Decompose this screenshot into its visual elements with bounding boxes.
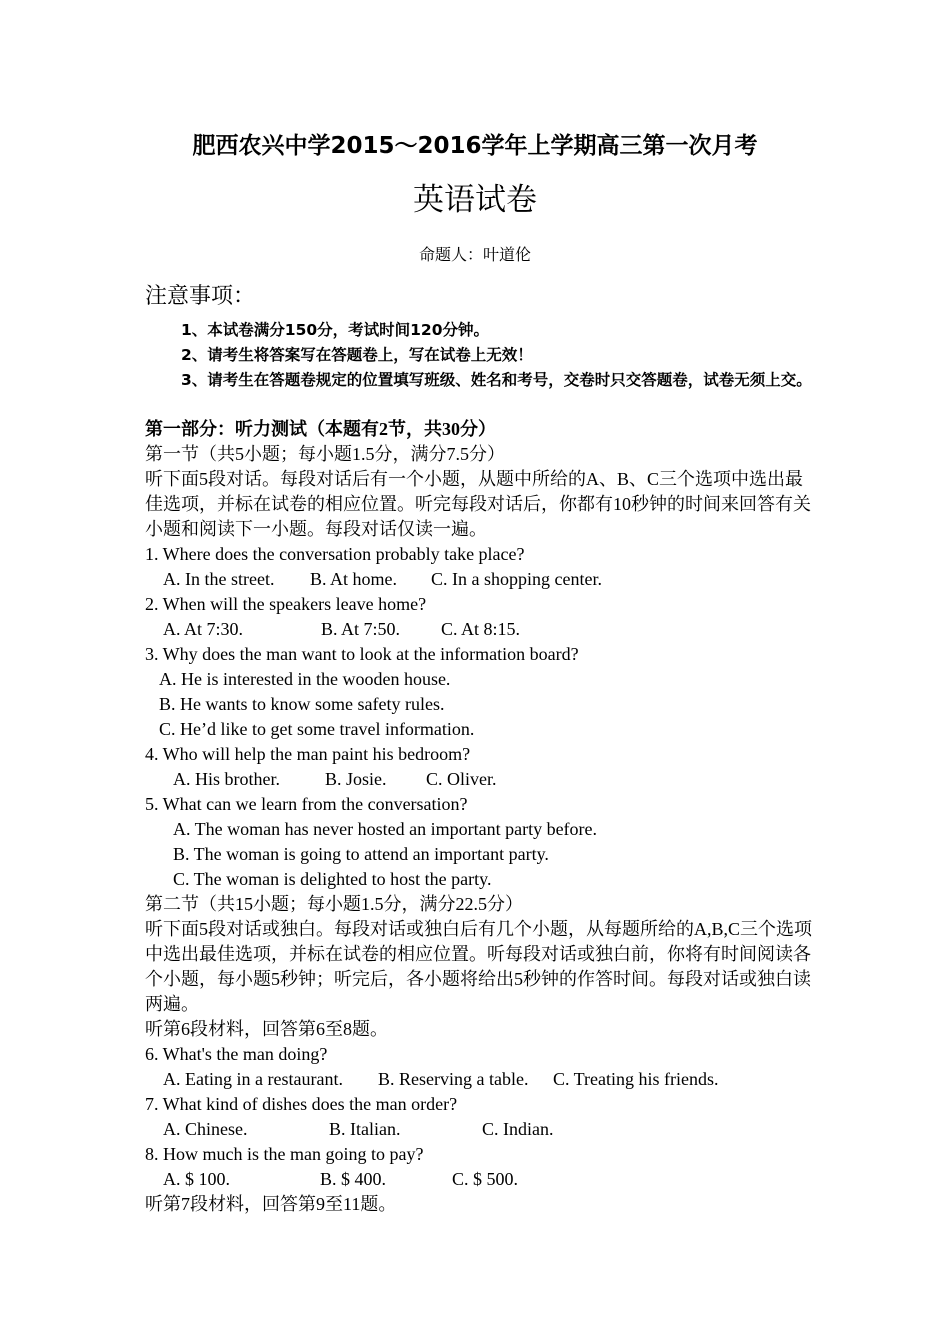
question-stem: 2. When will the speakers leave home? <box>145 594 427 614</box>
option-a: A. At 7:30. <box>163 619 244 639</box>
section2-instructions: 听下面5段对话或独白。每段对话或独白后有几个小题，从每题所给的A,B,C三个选项中选出最佳选项，并标在试卷的相应位置。听每段对话或独白前，你将有时间阅读各个小题，每小题5秒钟；听完后，各小题将给出5秒钟的作答时间。每段对话或独白读两遍。 <box>145 919 813 1014</box>
option-b: B. $ 400. <box>320 1169 387 1189</box>
section2-title: 第二节（共15小题；每小题1.5分，满分22.5分） <box>145 894 523 914</box>
question-stem: 6. What's the man doing? <box>145 1044 328 1064</box>
question-options <box>145 1117 815 1142</box>
option-b: B. He wants to know some safety rules. <box>159 694 445 714</box>
author-line: 命题人：叶道伦 <box>418 245 531 264</box>
question-stem: 8. How much is the man going to pay? <box>145 1144 424 1164</box>
option-b: B. The woman is going to attend an important party. <box>173 844 549 864</box>
option-a: A. The woman has never hosted an important party before. <box>173 819 598 839</box>
question-options <box>145 1067 815 1092</box>
question-stem: 1. Where does the conversation probably take place? <box>145 544 525 564</box>
notice-heading: 注意事项： <box>145 284 256 309</box>
option-c: C. Treating his friends. <box>553 1069 719 1089</box>
option-b: B. Reserving a table. <box>378 1069 529 1089</box>
notice-item: 2、请考生将答案写在答题卷上，写在试卷上无效！ <box>181 346 533 364</box>
option-b: B. Italian. <box>329 1119 401 1139</box>
option-c: C. He’d like to get some travel information. <box>159 719 475 739</box>
option-a: A. He is interested in the wooden house. <box>159 669 451 689</box>
option-a: A. His brother. <box>173 769 280 789</box>
option-c: C. Indian. <box>482 1119 554 1139</box>
section1-title: 第一节（共5小题；每小题1.5分，满分7.5分） <box>145 444 505 464</box>
notice-item: 3、请考生在答题卷规定的位置填写班级、姓名和考号，交卷时只交答题卷，试卷无须上交。 <box>181 371 812 389</box>
option-b: B. At home. <box>310 569 398 589</box>
listening-part <box>145 417 815 1217</box>
exam-subtitle: 英语试卷 <box>413 182 537 218</box>
option-c: C. At 8:15. <box>441 619 521 639</box>
part1-title: 第一部分：听力测试（本题有2节，共30分） <box>145 419 496 439</box>
option-a: A. Eating in a restaurant. <box>163 1069 343 1089</box>
option-b: B. At 7:50. <box>321 619 401 639</box>
question-stem: 3. Why does the man want to look at the information board? <box>145 644 579 664</box>
option-b: B. Josie. <box>325 769 387 789</box>
notice-item: 1、本试卷满分150分，考试时间120分钟。 <box>181 321 489 339</box>
question-options <box>145 767 815 792</box>
question-options <box>145 617 815 642</box>
option-a: A. Chinese. <box>163 1119 248 1139</box>
option-c: C. The woman is delighted to host the party. <box>173 869 492 889</box>
question-options <box>145 567 815 592</box>
question-stem: 5. What can we learn from the conversation? <box>145 794 468 814</box>
notice-list <box>145 318 815 393</box>
option-a: A. In the street. <box>163 569 275 589</box>
option-a: A. $ 100. <box>163 1169 230 1189</box>
option-c: C. Oliver. <box>426 769 497 789</box>
material-note: 听第6段材料，回答第6至8题。 <box>145 1019 388 1039</box>
exam-title: 肥西农兴中学2015～2016学年上学期高三第一次月考 <box>192 133 758 159</box>
section1-instructions: 听下面5段对话。每段对话后有一个小题，从题中所给的A、B、C三个选项中选出最佳选项，并标在试卷的相应位置。听完每段对话后，你都有10秒钟的时间来回答有关小题和阅读下一小题。每段对话仅读一遍。 <box>145 469 811 539</box>
material-note: 听第7段材料，回答第9至11题。 <box>145 1194 397 1214</box>
option-c: C. In a shopping center. <box>431 569 602 589</box>
question-stem: 7. What kind of dishes does the man order? <box>145 1094 458 1114</box>
question-options <box>145 1167 815 1192</box>
option-c: C. $ 500. <box>452 1169 519 1189</box>
question-stem: 4. Who will help the man paint his bedroom? <box>145 744 471 764</box>
